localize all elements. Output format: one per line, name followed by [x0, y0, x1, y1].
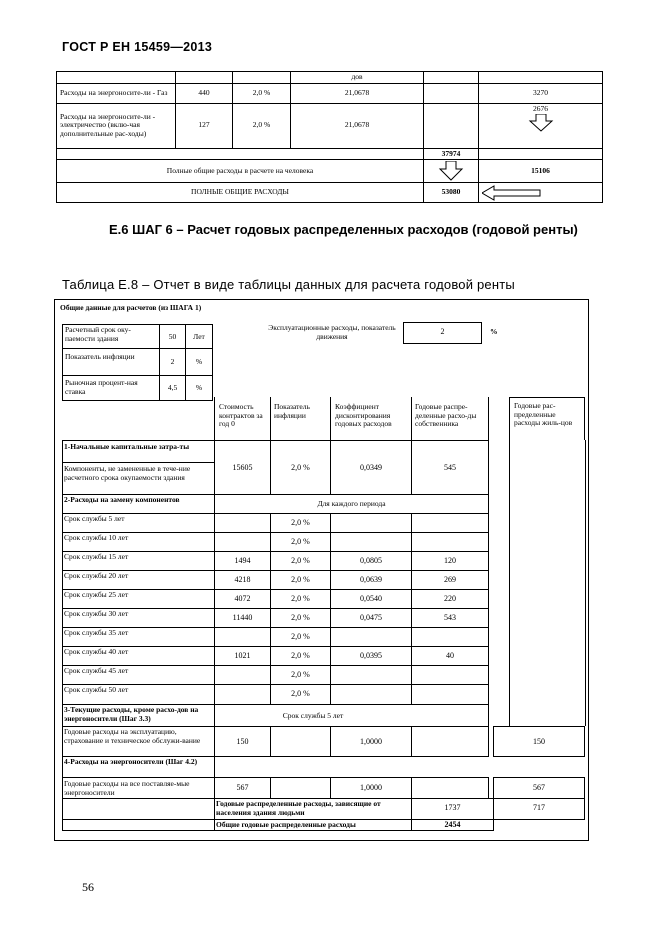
section2-note: Для каждого периода [317, 499, 386, 508]
col-header-coefficient: Коэффициент дисконтирования годовых расходов [335, 402, 392, 428]
service-life-label: Срок службы 20 лет [64, 571, 129, 580]
service-life-label: Срок службы 10 лет [64, 533, 129, 542]
col-header-owner: Годовые распре-деленные расхо-ды собственника [415, 402, 477, 428]
service-life-owner: 40 [446, 651, 454, 660]
service-life-inflation: 2,0 % [291, 613, 310, 622]
service-life-label: Срок службы 15 лет [64, 552, 129, 561]
service-life-owner: 120 [444, 556, 456, 565]
section3-cost: 150 [236, 737, 249, 746]
param-label: Показатель инфляции [62, 348, 160, 376]
section3-title: 3-Текущие расходы, кроме расхо-дов на энергоносители (Шаг 3.3) [64, 705, 199, 723]
factor-cell: 21,0678 [291, 103, 424, 148]
total-label: ПОЛНЫЕ ОБЩИЕ РАСХОДЫ [57, 183, 424, 203]
service-life-inflation: 2,0 % [291, 537, 310, 546]
section4-title: 4-Расходы на энергоносители (Шаг 4.2) [64, 757, 198, 766]
section1-inflation: 2,0 % [291, 463, 310, 472]
section3-row-label: Годовые расходы на эксплуатацию, страхование и техническое обслужи-вание [64, 727, 201, 745]
section1-row-label: Компоненты, не замененные в тече-ние расчетного срока окупаемости здания [64, 464, 191, 482]
service-life-cost: 4072 [234, 594, 251, 603]
param-value: 2 [159, 348, 186, 376]
page-number: 56 [82, 880, 94, 894]
service-life-label: Срок службы 50 лет [64, 685, 129, 694]
service-life-coefficient: 0,0805 [360, 556, 382, 565]
section1-coefficient: 0,0349 [360, 463, 382, 472]
col-header-tenant: Годовые рас-пределенные расходы жиль-цов [509, 397, 585, 440]
service-life-inflation: 2,0 % [291, 632, 310, 641]
param-label: Расчетный срок оку-паемости здания [62, 324, 160, 349]
section4-cost: 567 [236, 783, 249, 792]
service-life-coefficient: 0,0540 [360, 594, 382, 603]
section3-coefficient: 1,0000 [360, 737, 382, 746]
row-label: Расходы на энергоносите-ли - электричество (вклю-чая дополнительные рас-ходы) [57, 103, 176, 148]
service-life-owner: 269 [444, 575, 456, 584]
service-life-cost: 4218 [234, 575, 251, 584]
param-unit: % [185, 348, 213, 376]
service-life-inflation: 2,0 % [291, 594, 310, 603]
service-life-label: Срок службы 5 лет [64, 514, 125, 523]
service-life-cost: 1021 [234, 651, 251, 660]
total-value: 53080 [424, 183, 479, 203]
service-life-inflation: 2,0 % [291, 651, 310, 660]
energy-unit: % [490, 327, 498, 336]
service-life-coefficient: 0,0639 [360, 575, 382, 584]
service-life-inflation: 2,0 % [291, 689, 310, 698]
summary2-value: 2454 [444, 820, 461, 829]
general-data-title: Общие данные для расчетов (из ШАГА 1) [60, 303, 202, 312]
service-life-cost: 1494 [234, 556, 251, 565]
section4-row-label: Годовые расходы на все поставляе-мые энергоносители [64, 779, 190, 797]
summary1-label: Годовые распределенные расходы, зависящие от населения здания людьми [216, 799, 381, 817]
service-life-label: Срок службы 25 лет [64, 590, 129, 599]
summary1-tenant: 717 [533, 803, 545, 812]
cost-cell: 440 [176, 83, 233, 103]
inflation-cell: 2,0 % [233, 103, 291, 148]
service-life-cost: 11440 [232, 613, 253, 622]
subtotal-cell: 37974 [424, 148, 479, 160]
service-life-label: Срок службы 45 лет [64, 666, 129, 675]
service-life-owner: 220 [444, 594, 456, 603]
service-life-inflation: 2,0 % [291, 575, 310, 584]
section4-tenant: 567 [533, 783, 545, 792]
service-life-label: Срок службы 35 лет [64, 628, 129, 637]
summary2-label: Общие годовые распределенные расходы [216, 820, 356, 829]
service-life-inflation: 2,0 % [291, 518, 310, 527]
service-life-label: Срок службы 40 лет [64, 647, 129, 656]
section1-owner: 545 [444, 463, 456, 472]
document-header: ГОСТ Р ЕН 15459—2013 [62, 40, 213, 54]
table-cell: дов [291, 72, 424, 84]
param-value: 50 [159, 324, 186, 349]
table-caption: Таблица Е.8 – Отчет в виде таблицы данных для расчета годовой ренты [62, 277, 515, 292]
total-person-value: 15106 [479, 160, 603, 183]
service-life-coefficient: 0,0475 [360, 613, 382, 622]
total-person-label: Полные общие расходы в расчете на человека [57, 160, 424, 183]
param-unit: % [185, 375, 213, 401]
inflation-cell: 2,0 % [233, 83, 291, 103]
energy-value: 2 [403, 322, 482, 344]
row-label: Расходы на энергоносите-ли - Газ [57, 83, 176, 103]
section3-tenant: 150 [533, 737, 545, 746]
param-value: 4,5 [159, 375, 186, 401]
param-label: Рыночная процент-ная ставка [62, 375, 160, 401]
section-title: Е.6 ШАГ 6 – Расчет годовых распределенных расходов (годовой ренты) [109, 222, 578, 237]
col-header-cost: Стоимость контрактов за год 0 [219, 402, 263, 428]
section4-coefficient: 1,0000 [360, 783, 382, 792]
service-life-inflation: 2,0 % [291, 556, 310, 565]
service-life-inflation: 2,0 % [291, 670, 310, 679]
energy-label: Эксплуатационные расходы, показатель движения [268, 323, 396, 341]
cost-cell: 127 [176, 103, 233, 148]
section1-cost: 15605 [232, 463, 253, 472]
section3-note: Срок службы 5 лет [282, 711, 344, 720]
service-life-coefficient: 0,0395 [360, 651, 382, 660]
total-cell: 3270 [479, 83, 603, 103]
col-header-inflation: Показатель инфляции [274, 402, 310, 420]
total-value: 2676 [533, 103, 548, 113]
param-unit: Лет [185, 324, 213, 349]
section1-title: 1-Начальные капитальные затра-ты [64, 442, 190, 451]
summary1-owner: 1737 [444, 803, 461, 812]
service-life-owner: 543 [444, 613, 456, 622]
service-life-label: Срок службы 30 лет [64, 609, 129, 618]
factor-cell: 21,0678 [291, 83, 424, 103]
section2-title: 2-Расходы на замену компонентов [64, 495, 180, 504]
